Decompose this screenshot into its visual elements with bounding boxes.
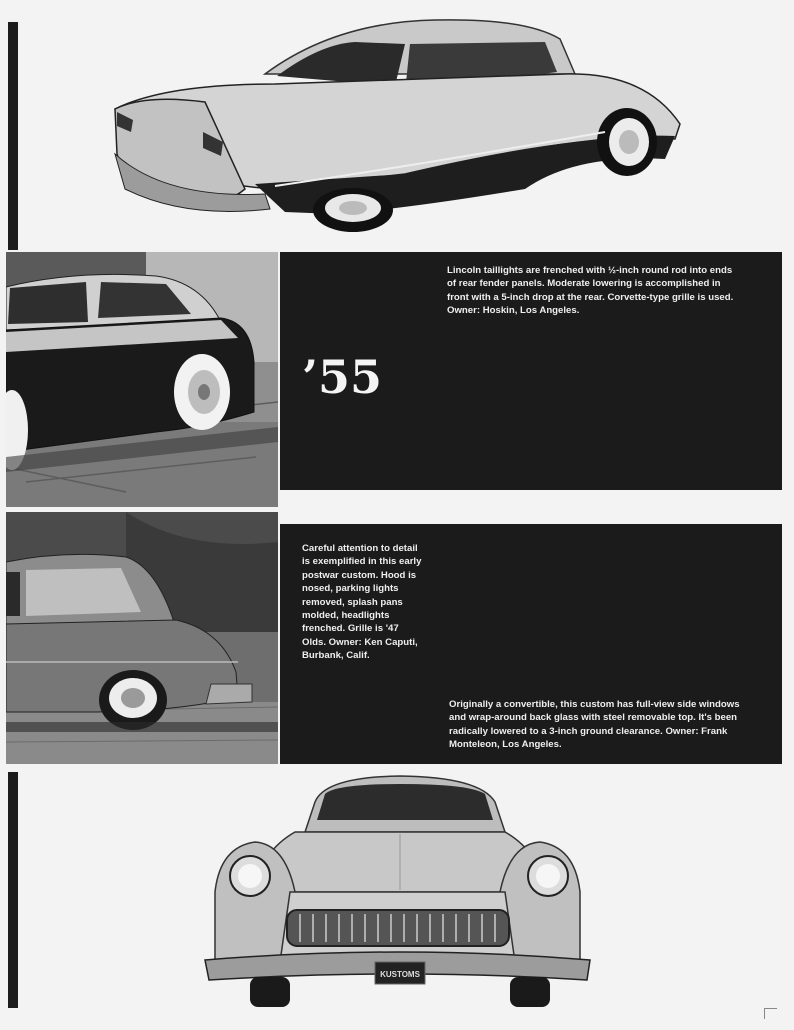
car-custom-1-illustration bbox=[6, 252, 278, 507]
photo-55-hardtop bbox=[105, 14, 695, 239]
photo-postwar-custom bbox=[6, 512, 278, 764]
left-rule-top bbox=[8, 22, 18, 250]
car-55-illustration bbox=[105, 14, 695, 239]
crop-mark bbox=[764, 1008, 777, 1019]
car-postwar-illustration bbox=[6, 512, 278, 764]
caption-postwar-custom: Careful attention to detail is exemplified in this early postwar custom. Hood is nosed, parking lights removed, splash pans molded, headlights frenched. Grille is '47 Olds. Owner: Ken Caputi, Burbank, Calif. bbox=[302, 543, 422, 662]
license-plate-text: KUSTOMS bbox=[380, 970, 420, 979]
car-front-illustration bbox=[195, 772, 600, 1012]
caption-convertible-custom: Originally a convertible, this custom has full-view side windows and wrap-around back glass with steel removable top. It's been radically lowered to a 3-inch ground clearance. Owner: Frank Monteleon, Los Angeles. bbox=[449, 699, 740, 751]
photo-convertible-front bbox=[195, 772, 600, 1012]
caption-55-hardtop: Lincoln taillights are frenched with ½-inch round rod into ends of rear fender panels. Moderate lowering is accomplished in front with a 5-inch drop at the rear. Corvette-type grille is used. Owner: Hoskin, Los Angeles. bbox=[447, 265, 734, 317]
year-heading: ’55 bbox=[302, 350, 383, 404]
photo-custom-side-1 bbox=[6, 252, 278, 507]
left-rule-bottom bbox=[8, 772, 18, 1008]
